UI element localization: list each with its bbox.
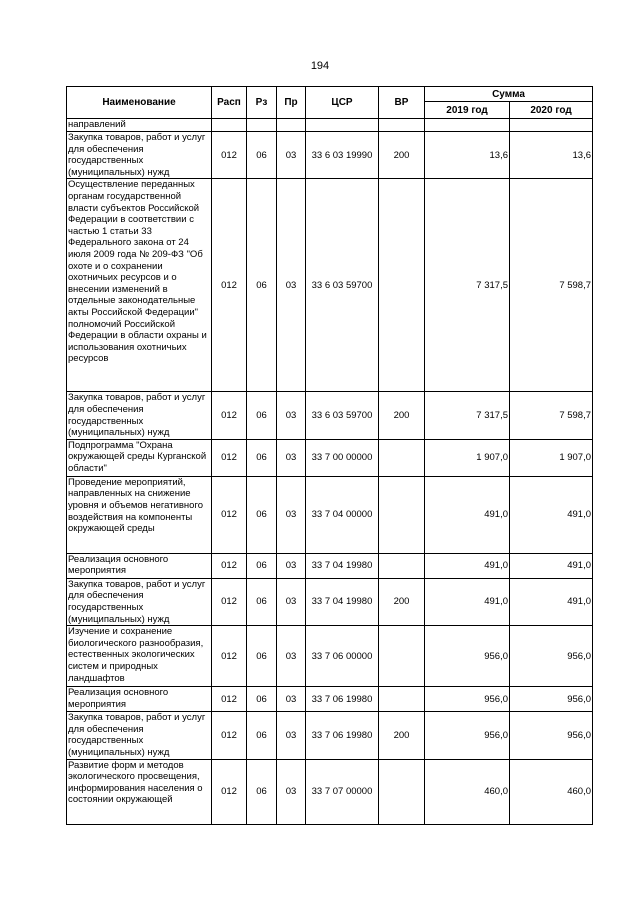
cell-rz: 06 <box>247 132 277 179</box>
budget-table <box>66 86 593 825</box>
cell-csr: 33 6 03 59700 <box>306 392 379 439</box>
cell-vr <box>379 626 425 687</box>
cell-csr: 33 7 06 00000 <box>306 626 379 687</box>
cell-2019: 491,0 <box>425 553 510 578</box>
cell-2020: 1 907,0 <box>510 439 593 476</box>
cell-vr: 200 <box>379 578 425 625</box>
cell-pr: 03 <box>277 578 306 625</box>
cell-2019 <box>425 119 510 132</box>
header-sum: Сумма <box>425 87 593 102</box>
cell-rasp <box>212 119 247 132</box>
cell-rasp: 012 <box>212 687 247 712</box>
cell-rz: 06 <box>247 578 277 625</box>
header-pr: Пр <box>277 87 306 119</box>
cell-rasp: 012 <box>212 392 247 439</box>
cell-2020 <box>510 119 593 132</box>
cell-vr <box>379 553 425 578</box>
cell-csr: 33 6 03 19990 <box>306 132 379 179</box>
header-rz: Рз <box>247 87 277 119</box>
cell-vr <box>379 179 425 392</box>
cell-pr: 03 <box>277 476 306 553</box>
cell-pr: 03 <box>277 439 306 476</box>
cell-name: Реализация основного мероприятия <box>67 687 212 712</box>
cell-rz: 06 <box>247 439 277 476</box>
cell-rz: 06 <box>247 476 277 553</box>
cell-2019: 491,0 <box>425 578 510 625</box>
cell-name: Закупка товаров, работ и услуг для обеспечения государственных (муниципальных) нужд <box>67 712 212 759</box>
cell-2019: 13,6 <box>425 132 510 179</box>
header-csr: ЦСР <box>306 87 379 119</box>
cell-2020: 956,0 <box>510 712 593 759</box>
header-vr: ВР <box>379 87 425 119</box>
cell-rasp: 012 <box>212 578 247 625</box>
cell-pr: 03 <box>277 553 306 578</box>
cell-2019: 956,0 <box>425 626 510 687</box>
cell-pr: 03 <box>277 392 306 439</box>
cell-2020: 7 598,7 <box>510 392 593 439</box>
cell-rasp: 012 <box>212 553 247 578</box>
cell-2019: 491,0 <box>425 476 510 553</box>
cell-csr: 33 7 00 00000 <box>306 439 379 476</box>
header-2020: 2020 год <box>510 102 593 119</box>
cell-csr: 33 7 07 00000 <box>306 759 379 824</box>
page-number: 194 <box>310 60 330 72</box>
cell-csr: 33 6 03 59700 <box>306 179 379 392</box>
cell-2019: 460,0 <box>425 759 510 824</box>
cell-rz: 06 <box>247 553 277 578</box>
cell-2020: 13,6 <box>510 132 593 179</box>
cell-pr: 03 <box>277 687 306 712</box>
cell-vr: 200 <box>379 392 425 439</box>
table-row <box>67 476 593 553</box>
cell-pr: 03 <box>277 626 306 687</box>
cell-rasp: 012 <box>212 132 247 179</box>
table-row <box>67 439 593 476</box>
cell-rz: 06 <box>247 712 277 759</box>
cell-rz: 06 <box>247 759 277 824</box>
cell-rz: 06 <box>247 687 277 712</box>
cell-2019: 956,0 <box>425 687 510 712</box>
cell-2020: 491,0 <box>510 578 593 625</box>
cell-rz: 06 <box>247 392 277 439</box>
table-row <box>67 179 593 392</box>
table-row <box>67 687 593 712</box>
cell-pr: 03 <box>277 179 306 392</box>
header-rasp: Расп <box>212 87 247 119</box>
cell-name: Закупка товаров, работ и услуг для обеспечения государственных (муниципальных) нужд <box>67 392 212 439</box>
cell-2020: 7 598,7 <box>510 179 593 392</box>
cell-2020: 956,0 <box>510 626 593 687</box>
cell-csr: 33 7 04 19980 <box>306 578 379 625</box>
cell-2019: 1 907,0 <box>425 439 510 476</box>
table-row <box>67 119 593 132</box>
cell-rasp: 012 <box>212 179 247 392</box>
cell-pr <box>277 119 306 132</box>
table-row <box>67 626 593 687</box>
cell-2019: 7 317,5 <box>425 179 510 392</box>
header-row-top <box>67 87 593 102</box>
cell-csr <box>306 119 379 132</box>
table-row <box>67 578 593 625</box>
table-row <box>67 132 593 179</box>
cell-rasp: 012 <box>212 759 247 824</box>
cell-vr: 200 <box>379 132 425 179</box>
cell-rz <box>247 119 277 132</box>
table-row <box>67 759 593 824</box>
cell-csr: 33 7 04 19980 <box>306 553 379 578</box>
cell-vr <box>379 439 425 476</box>
cell-2020: 491,0 <box>510 476 593 553</box>
header-name: Наименование <box>67 87 212 119</box>
cell-rz: 06 <box>247 179 277 392</box>
cell-name: Реализация основного мероприятия <box>67 553 212 578</box>
cell-name: Осуществление переданных органам государственной власти субъектов Российской Федерации в соответствии с частью 1 статьи 33 Федерального закона от 24 июля 2009 года № 209-ФЗ "Об охоте и о сохранении охотничьих ресурсов и о внесении изменений в отдельные законодательные акты Российской Федерации" полномочий Российской Федерации в области охраны и использования охотничьих ресурсов <box>67 179 212 392</box>
header-2019: 2019 год <box>425 102 510 119</box>
cell-name: Закупка товаров, работ и услуг для обеспечения государственных (муниципальных) нужд <box>67 132 212 179</box>
cell-name: направлений <box>67 119 212 132</box>
cell-rasp: 012 <box>212 712 247 759</box>
cell-name: Развитие форм и методов экологического просвещения, информирования населения о состоянии окружающей <box>67 759 212 824</box>
table-row <box>67 392 593 439</box>
cell-csr: 33 7 06 19980 <box>306 687 379 712</box>
cell-vr: 200 <box>379 712 425 759</box>
cell-name: Подпрограмма "Охрана окружающей среды Курганской области" <box>67 439 212 476</box>
cell-name: Проведение мероприятий, направленных на снижение уровня и объемов негативного воздействия на компоненты окружающей среды <box>67 476 212 553</box>
table-row <box>67 553 593 578</box>
cell-vr <box>379 476 425 553</box>
cell-2020: 460,0 <box>510 759 593 824</box>
cell-pr: 03 <box>277 759 306 824</box>
table-row <box>67 712 593 759</box>
cell-name: Закупка товаров, работ и услуг для обеспечения государственных (муниципальных) нужд <box>67 578 212 625</box>
cell-vr <box>379 687 425 712</box>
cell-vr <box>379 759 425 824</box>
cell-rasp: 012 <box>212 476 247 553</box>
cell-rz: 06 <box>247 626 277 687</box>
cell-rasp: 012 <box>212 439 247 476</box>
cell-2020: 491,0 <box>510 553 593 578</box>
cell-pr: 03 <box>277 132 306 179</box>
cell-name: Изучение и сохранение биологического разнообразия, естественных экологических систем и природных ландшафтов <box>67 626 212 687</box>
cell-rasp: 012 <box>212 626 247 687</box>
cell-2019: 956,0 <box>425 712 510 759</box>
cell-vr <box>379 119 425 132</box>
cell-csr: 33 7 04 00000 <box>306 476 379 553</box>
cell-2020: 956,0 <box>510 687 593 712</box>
cell-2019: 7 317,5 <box>425 392 510 439</box>
cell-csr: 33 7 06 19980 <box>306 712 379 759</box>
cell-pr: 03 <box>277 712 306 759</box>
